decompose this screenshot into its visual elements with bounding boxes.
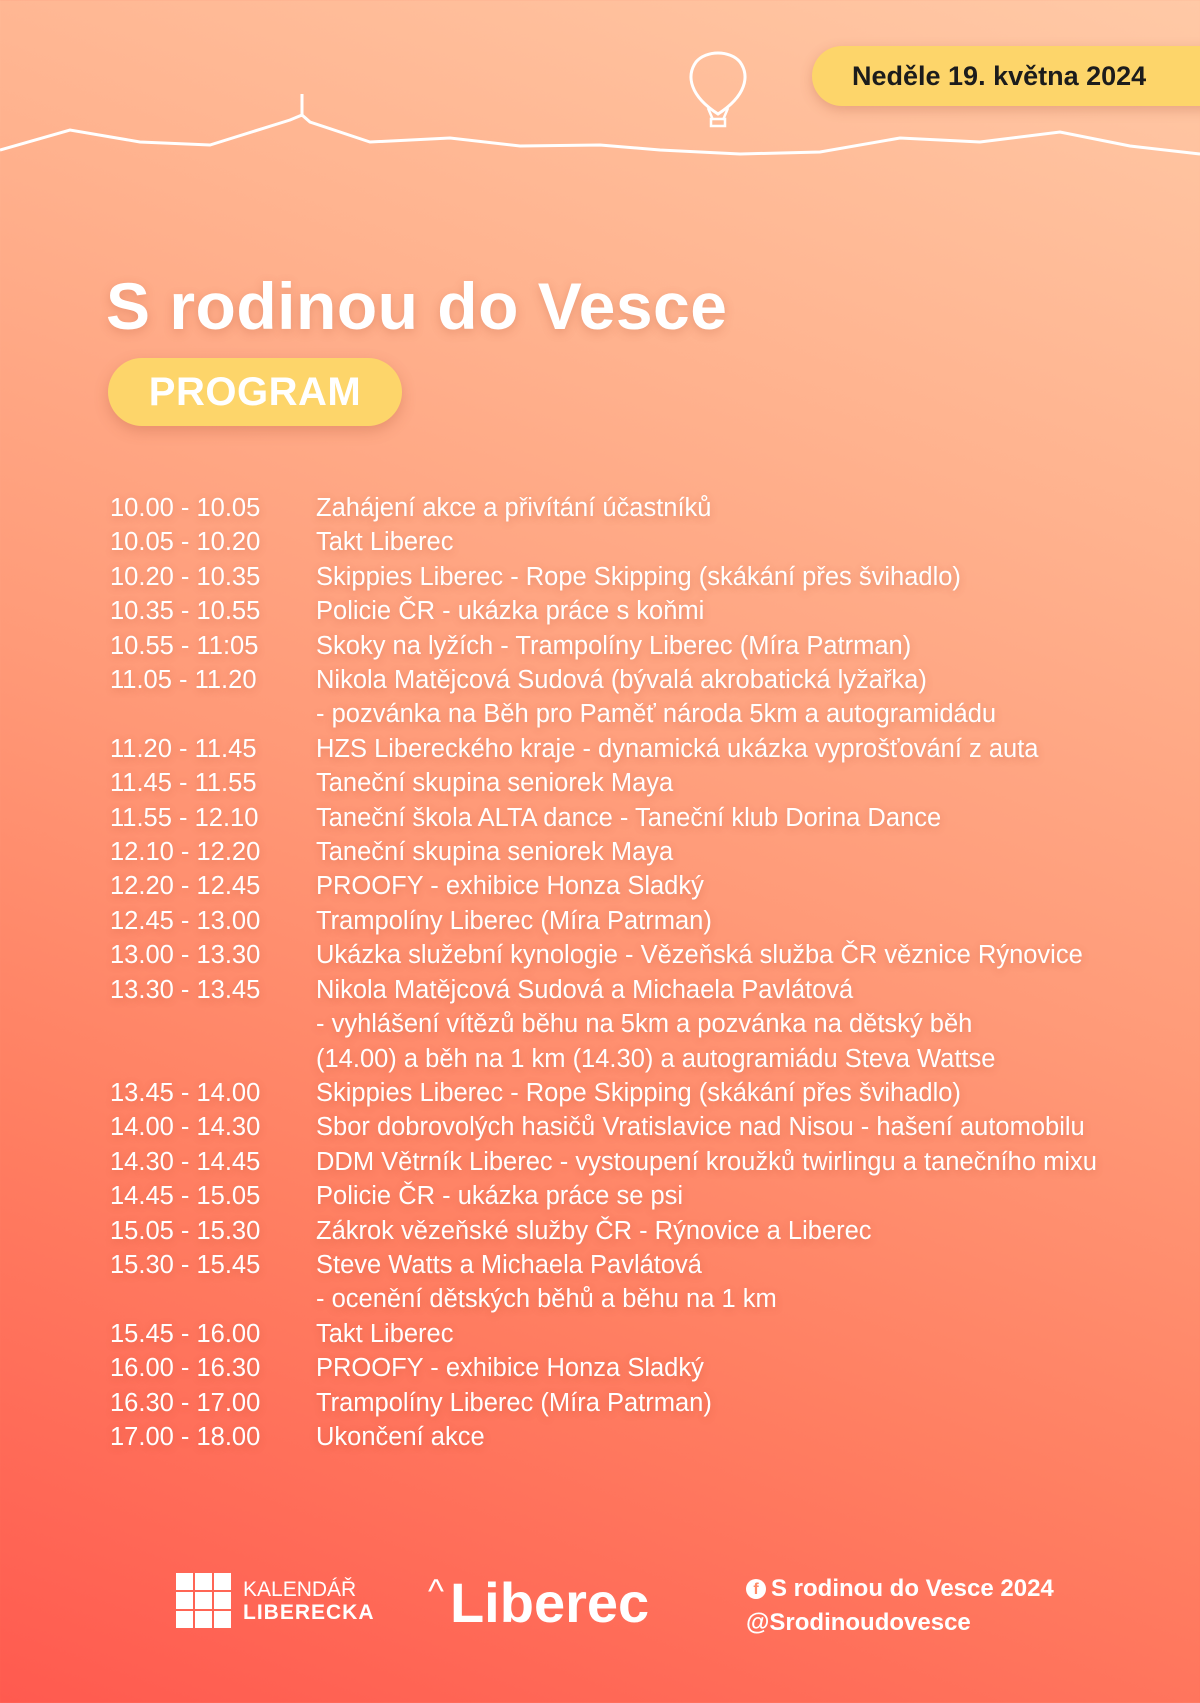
- schedule-time: 15.30 - 15.45: [110, 1250, 261, 1279]
- schedule-description: Skippies Liberec - Rope Skipping (skákání přes švihadlo): [316, 1078, 961, 1107]
- schedule-row: [110, 1076, 1190, 1110]
- schedule-time: 11.05 - 11.20: [110, 666, 257, 695]
- schedule-row: [110, 1145, 1190, 1179]
- schedule-description: Zahájení akce a přivítání účastníků: [316, 494, 712, 522]
- schedule-description: Takt Liberec: [316, 528, 454, 557]
- schedule-description: Policie ČR - ukázka práce s koňmi: [316, 597, 705, 626]
- schedule-row: [110, 1042, 1190, 1076]
- schedule-description: Taneční škola ALTA dance - Taneční klub Dorina Dance: [316, 803, 942, 832]
- schedule-time: 10.55 - 11:05: [110, 631, 259, 660]
- schedule-row: [110, 973, 1190, 1007]
- schedule-description: PROOFY - exhibice Honza Sladký: [316, 872, 704, 901]
- schedule-description: Takt Liberec: [316, 1319, 454, 1348]
- instagram-handle: @Srodinoudovesce: [746, 1609, 971, 1636]
- liberec-logo: [428, 1570, 649, 1635]
- schedule-row: [110, 629, 1190, 663]
- schedule-row: [110, 663, 1190, 697]
- schedule-row: [110, 1420, 1190, 1454]
- event-date: Neděle 19. května 2024: [852, 60, 1147, 91]
- schedule-description: Policie ČR - ukázka práce se psi: [316, 1182, 684, 1211]
- facebook-icon: f: [746, 1579, 766, 1599]
- schedule-time: 13.30 - 13.45: [110, 975, 261, 1004]
- schedule-description: Taneční skupina seniorek Maya: [316, 769, 674, 798]
- schedule-row: [110, 732, 1190, 766]
- schedule-time: 16.30 - 17.00: [110, 1388, 261, 1417]
- schedule-time: 12.20 - 12.45: [110, 872, 261, 901]
- schedule-description: - vyhlášení vítězů běhu na 5km a pozvánka na dětský běh: [316, 1010, 973, 1039]
- schedule-time: 10.35 - 10.55: [110, 597, 261, 626]
- schedule-description: - pozvánka na Běh pro Paměť národa 5km a autogramidádu: [316, 700, 997, 729]
- facebook-page-name: S rodinou do Vesce 2024: [771, 1575, 1054, 1602]
- schedule-time: 12.10 - 12.20: [110, 838, 261, 867]
- liberec-logo-caret: ^: [428, 1573, 444, 1611]
- schedule-time: [110, 1282, 316, 1316]
- schedule-row: [110, 594, 1190, 628]
- schedule-row: [110, 801, 1190, 835]
- social-info: [746, 1572, 1054, 1640]
- schedule-description: Trampolíny Liberec (Míra Patrman): [316, 906, 712, 935]
- schedule-row: [110, 1317, 1190, 1351]
- schedule-time: 11.45 - 11.55: [110, 769, 257, 798]
- schedule-description: DDM Větrník Liberec - vystoupení kroužků twirlingu a tanečního mixu: [316, 1147, 1097, 1176]
- schedule-description: Zákrok vězeňské služby ČR - Rýnovice a Liberec: [316, 1216, 872, 1245]
- schedule-description: Trampolíny Liberec (Míra Patrman): [316, 1388, 712, 1417]
- schedule-row: [110, 1248, 1190, 1282]
- schedule-description: Steve Watts a Michaela Pavlátová: [316, 1250, 702, 1279]
- schedule-row: [110, 835, 1190, 869]
- program-schedule: [110, 491, 1190, 1454]
- schedule-row: [110, 869, 1190, 903]
- date-badge: [812, 46, 1200, 106]
- kalendar-liberecka-logo: [176, 1573, 375, 1628]
- schedule-row: [110, 1110, 1190, 1144]
- schedule-description: HZS Libereckého kraje - dynamická ukázka vyprošťování z auta: [316, 734, 1039, 763]
- schedule-row: [110, 525, 1190, 559]
- schedule-time: 11.55 - 12.10: [110, 803, 259, 832]
- logo1-line2: LIBERECKA: [243, 1600, 375, 1624]
- schedule-row: [110, 1351, 1190, 1385]
- schedule-row: [110, 1214, 1190, 1248]
- schedule-time: [110, 697, 316, 731]
- schedule-time: 10.05 - 10.20: [110, 528, 261, 557]
- schedule-row: [110, 1179, 1190, 1213]
- schedule-time: 13.00 - 13.30: [110, 941, 261, 970]
- schedule-row: [110, 560, 1190, 594]
- schedule-time: 15.45 - 16.00: [110, 1319, 261, 1348]
- schedule-row: [110, 697, 1190, 731]
- schedule-time: [110, 1042, 316, 1076]
- schedule-time: 14.30 - 14.45: [110, 1147, 261, 1176]
- schedule-row: [110, 1282, 1190, 1316]
- schedule-time: 11.20 - 11.45: [110, 734, 257, 763]
- schedule-description: Nikola Matějcová Sudová a Michaela Pavlátová: [316, 975, 854, 1004]
- schedule-description: Ukázka služební kynologie - Vězeňská služba ČR věznice Rýnovice: [316, 941, 1083, 970]
- schedule-time: 14.00 - 14.30: [110, 1113, 261, 1142]
- schedule-row: [110, 904, 1190, 938]
- schedule-time: [110, 1007, 316, 1041]
- schedule-time: 10.00 - 10.05: [110, 494, 261, 522]
- schedule-row: [110, 491, 1190, 525]
- schedule-time: 12.45 - 13.00: [110, 906, 261, 935]
- schedule-time: 17.00 - 18.00: [110, 1422, 261, 1451]
- skyline-line: [0, 115, 1200, 154]
- schedule-description: (14.00) a běh na 1 km (14.30) a autogramiádu Steva Wattse: [316, 1044, 996, 1073]
- schedule-description: Nikola Matějcová Sudová (bývalá akrobatická lyžařka): [316, 666, 927, 695]
- program-badge: [108, 358, 402, 426]
- schedule-description: Taneční skupina seniorek Maya: [316, 838, 674, 867]
- grid-logo-icon: [176, 1573, 231, 1628]
- schedule-time: 10.20 - 10.35: [110, 562, 261, 591]
- schedule-row: [110, 1386, 1190, 1420]
- schedule-time: 16.00 - 16.30: [110, 1354, 261, 1383]
- schedule-description: - ocenění dětských běhů a běhu na 1 km: [316, 1285, 777, 1314]
- schedule-row: [110, 938, 1190, 972]
- logo1-line1: KALENDÁŘ: [243, 1577, 357, 1601]
- schedule-description: Skippies Liberec - Rope Skipping (skákání přes švihadlo): [316, 562, 961, 591]
- schedule-time: 14.45 - 15.05: [110, 1182, 261, 1211]
- schedule-row: [110, 766, 1190, 800]
- event-title: S rodinou do Vesce: [106, 269, 728, 343]
- schedule-description: Ukončení akce: [316, 1422, 485, 1451]
- program-label: PROGRAM: [148, 369, 362, 414]
- schedule-time: 13.45 - 14.00: [110, 1078, 261, 1107]
- schedule-time: 15.05 - 15.30: [110, 1216, 261, 1245]
- schedule-description: PROOFY - exhibice Honza Sladký: [316, 1354, 704, 1383]
- liberec-logo-text: Liberec: [449, 1571, 650, 1634]
- schedule-row: [110, 1007, 1190, 1041]
- schedule-description: Sbor dobrovolých hasičů Vratislavice nad Nisou - hašení automobilu: [316, 1113, 1085, 1142]
- schedule-description: Skoky na lyžích - Trampolíny Liberec (Míra Patrman): [316, 631, 912, 660]
- balloon-icon: [691, 53, 745, 126]
